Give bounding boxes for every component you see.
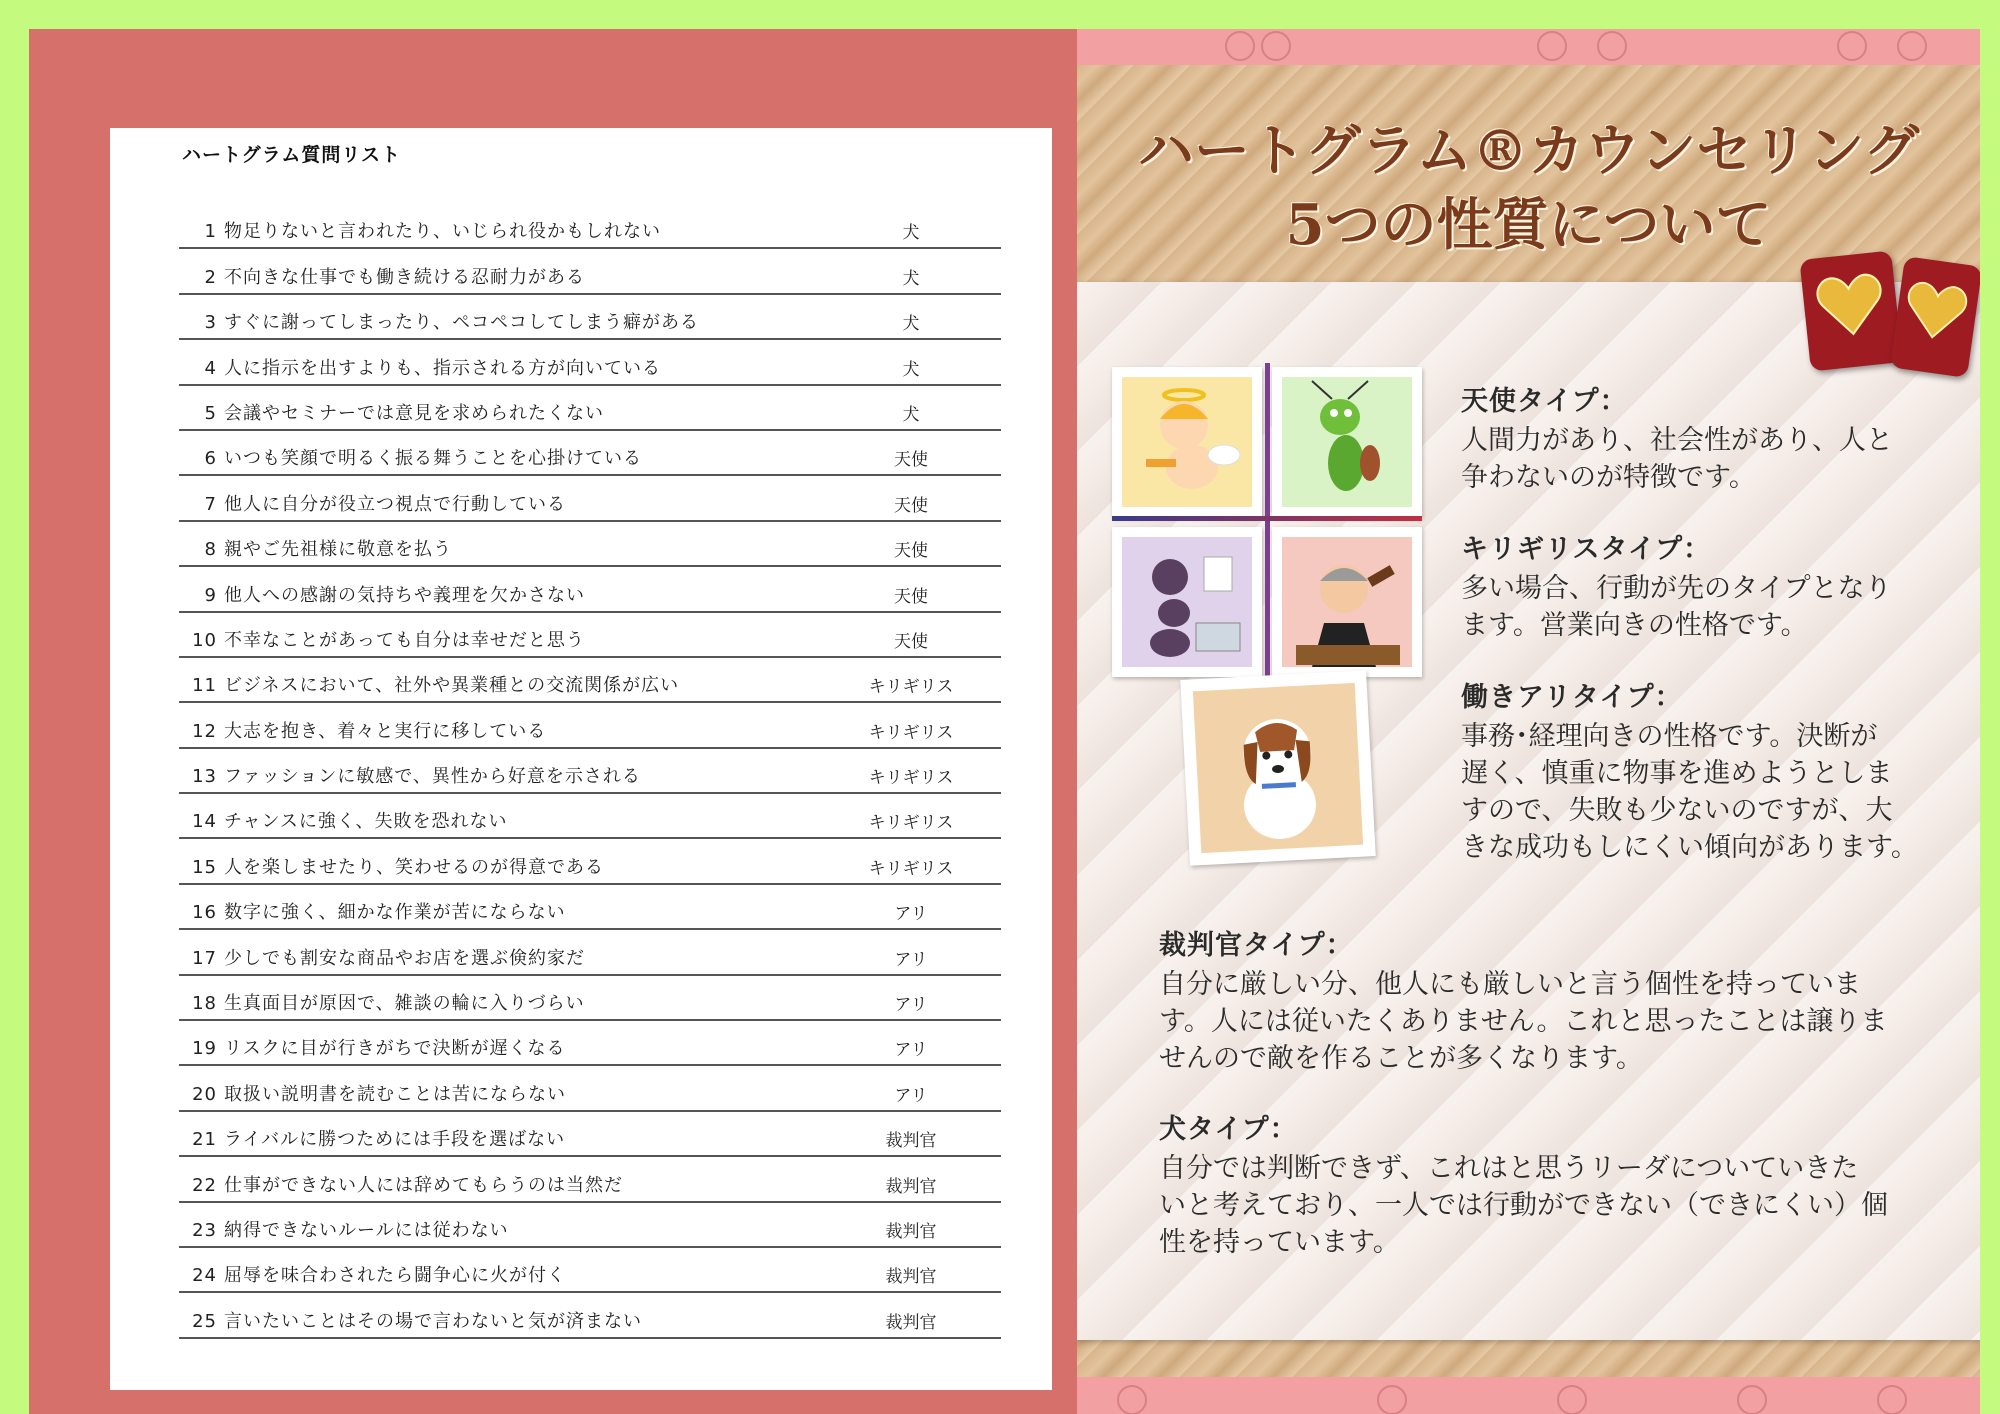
question-number: 5 bbox=[204, 402, 217, 424]
heartgram-card-icon bbox=[1799, 250, 1902, 371]
question-number: 22 bbox=[192, 1174, 217, 1196]
question-number: 24 bbox=[192, 1265, 217, 1287]
question-number: 25 bbox=[192, 1310, 217, 1332]
question-row bbox=[179, 1293, 1001, 1338]
question-text bbox=[179, 898, 843, 924]
question-type: キリギリス bbox=[868, 768, 954, 789]
question-type: 犬 bbox=[902, 223, 920, 244]
question-text bbox=[179, 490, 843, 516]
question-number: 6 bbox=[204, 448, 217, 470]
question-type: アリ bbox=[894, 1085, 928, 1106]
type-grasshopper bbox=[1461, 527, 1961, 644]
question-row bbox=[179, 613, 1001, 658]
dog-illustration bbox=[1180, 670, 1375, 865]
question-text bbox=[179, 807, 843, 833]
left-panel bbox=[29, 29, 1077, 1414]
description-line: 人間力があり、社会性があり、人と bbox=[1461, 425, 1893, 456]
question-text bbox=[179, 1034, 843, 1060]
question-number: 4 bbox=[204, 357, 217, 379]
type-dog bbox=[1159, 1107, 1939, 1261]
question-text bbox=[179, 535, 843, 561]
question-row bbox=[179, 839, 1001, 884]
question-label: チャンスに強く、失敗を恐れない bbox=[224, 811, 508, 833]
question-type: 裁判官 bbox=[885, 1221, 937, 1242]
type-description bbox=[1461, 570, 1961, 644]
description-line: 事務･経理向きの性格です。決断が bbox=[1461, 721, 1878, 752]
question-row bbox=[179, 476, 1001, 521]
question-type: 犬 bbox=[902, 314, 920, 335]
question-text bbox=[179, 1125, 843, 1151]
question-type: キリギリス bbox=[868, 677, 954, 698]
type-description bbox=[1461, 422, 1961, 496]
question-type: 裁判官 bbox=[885, 1131, 937, 1152]
question-number: 12 bbox=[192, 720, 217, 742]
question-label: 不幸なことがあっても自分は幸せだと思う bbox=[224, 629, 585, 651]
question-label: 他人に自分が役立つ視点で行動している bbox=[224, 493, 566, 515]
question-label: いつも笑顔で明るく振る舞うことを心掛けている bbox=[224, 448, 642, 470]
question-row bbox=[179, 249, 1001, 294]
question-row bbox=[179, 794, 1001, 839]
question-row bbox=[179, 1248, 1001, 1293]
question-number: 17 bbox=[192, 947, 217, 969]
question-text bbox=[179, 853, 843, 879]
description-line: ます。営業向きの性格です。 bbox=[1461, 610, 1808, 641]
cherry-border-bottom bbox=[1077, 1377, 1980, 1414]
question-text bbox=[179, 1171, 843, 1197]
type-description bbox=[1159, 1150, 1939, 1261]
question-type: アリ bbox=[894, 1040, 928, 1061]
question-number: 9 bbox=[204, 584, 217, 606]
question-label: 大志を抱き、着々と実行に移している bbox=[224, 720, 547, 742]
cherry-icon bbox=[1897, 31, 1927, 61]
question-text bbox=[179, 581, 843, 607]
type-angel bbox=[1461, 379, 1961, 496]
question-label: 親やご先祖様に敬意を払う bbox=[224, 539, 452, 561]
question-text bbox=[179, 217, 843, 243]
question-type: 犬 bbox=[902, 404, 920, 425]
description-line: 自分に厳しい分、他人にも厳しいと言う個性を持っていま bbox=[1159, 969, 1861, 1000]
description-line: すので、失敗も少ないのですが、大 bbox=[1461, 795, 1893, 826]
question-label: 会議やセミナーでは意見を求められたくない bbox=[224, 402, 604, 424]
question-row bbox=[179, 976, 1001, 1021]
question-text bbox=[179, 989, 843, 1015]
question-type: 天使 bbox=[894, 541, 928, 562]
question-text bbox=[179, 444, 843, 470]
question-type: キリギリス bbox=[868, 858, 954, 879]
angel-illustration bbox=[1112, 367, 1262, 517]
grasshopper-illustration bbox=[1272, 367, 1422, 517]
cherry-icon bbox=[1117, 1385, 1147, 1414]
question-type: キリギリス bbox=[868, 722, 954, 743]
question-text bbox=[179, 1307, 843, 1333]
question-number: 16 bbox=[192, 902, 217, 924]
question-type: 天使 bbox=[894, 586, 928, 607]
question-text bbox=[179, 263, 843, 289]
description-line: せんので敵を作ることが多くなります。 bbox=[1159, 1043, 1643, 1074]
description-line: 性を持っています。 bbox=[1159, 1227, 1400, 1258]
type-ant bbox=[1461, 675, 1971, 866]
question-row bbox=[179, 1203, 1001, 1248]
question-label: リスクに目が行きがちで決断が遅くなる bbox=[224, 1038, 566, 1060]
question-row bbox=[179, 431, 1001, 476]
description-line: 争わないのが特徴です。 bbox=[1461, 462, 1756, 493]
question-row bbox=[179, 930, 1001, 975]
question-row bbox=[179, 1157, 1001, 1202]
question-row bbox=[179, 340, 1001, 385]
question-number: 23 bbox=[192, 1219, 217, 1241]
heartgram-card-icon bbox=[1890, 256, 1980, 378]
question-type: 天使 bbox=[894, 631, 928, 652]
question-row bbox=[179, 749, 1001, 794]
question-label: 他人への感謝の気持ちや義理を欠かさない bbox=[224, 584, 585, 606]
question-label: 少しでも割安な商品やお店を選ぶ倹約家だ bbox=[224, 947, 585, 969]
description-line: きな成功もしにくい傾向があります。 bbox=[1461, 832, 1918, 863]
question-type: 裁判官 bbox=[885, 1312, 937, 1333]
type-judge bbox=[1159, 923, 1939, 1077]
question-label: 言いたいことはその場で言わないと気が済まない bbox=[224, 1310, 642, 1332]
question-type: 天使 bbox=[894, 495, 928, 516]
type-heading: 働きアリタイプ： bbox=[1461, 682, 1683, 713]
question-row bbox=[179, 386, 1001, 431]
question-text bbox=[179, 762, 843, 788]
question-row bbox=[179, 204, 1001, 249]
question-row bbox=[179, 522, 1001, 567]
question-label: すぐに謝ってしまったり、ペコペコしてしまう癖がある bbox=[224, 312, 699, 334]
question-label: ビジネスにおいて、社外や異業種との交流関係が広い bbox=[224, 675, 680, 697]
question-text bbox=[179, 1216, 843, 1242]
judge-illustration bbox=[1272, 527, 1422, 677]
question-text bbox=[179, 1080, 843, 1106]
question-label: 人を楽しませたり、笑わせるのが得意である bbox=[224, 856, 604, 878]
main-title-line1: ハートグラム®カウンセリング bbox=[1137, 118, 1920, 184]
sheet-title: ハートグラム質問リスト bbox=[182, 144, 402, 166]
question-text bbox=[179, 671, 843, 697]
question-label: 物足りないと言われたり、いじられ役かもしれない bbox=[224, 221, 661, 243]
question-type: アリ bbox=[894, 995, 928, 1016]
question-label: 屈辱を味合わされたら闘争心に火が付く bbox=[224, 1265, 566, 1287]
ant-illustration bbox=[1112, 527, 1262, 677]
question-text bbox=[179, 308, 843, 334]
cherry-icon bbox=[1597, 31, 1627, 61]
question-sheet bbox=[110, 128, 1052, 1390]
question-label: 生真面目が原因で、雑談の輪に入りづらい bbox=[224, 993, 585, 1015]
question-label: ライバルに勝つためには手段を選ばない bbox=[224, 1129, 566, 1151]
type-description bbox=[1461, 718, 1971, 866]
question-text bbox=[179, 354, 843, 380]
question-number: 7 bbox=[204, 493, 217, 515]
divider bbox=[1112, 516, 1422, 521]
question-number: 18 bbox=[192, 993, 217, 1015]
question-type: 犬 bbox=[902, 268, 920, 289]
question-number: 10 bbox=[192, 629, 217, 651]
question-row bbox=[179, 1112, 1001, 1157]
cherry-icon bbox=[1877, 1385, 1907, 1414]
question-text bbox=[179, 1261, 843, 1287]
question-type: 裁判官 bbox=[885, 1176, 937, 1197]
question-number: 21 bbox=[192, 1129, 217, 1151]
question-number: 14 bbox=[192, 811, 217, 833]
main-title-line2: 5つの性質について bbox=[1285, 192, 1772, 258]
type-heading: 天使タイプ： bbox=[1461, 386, 1628, 417]
question-label: 納得できないルールには従わない bbox=[224, 1219, 509, 1241]
question-label: ファッションに敏感で、異性から好意を示される bbox=[224, 766, 641, 788]
question-number: 8 bbox=[204, 539, 217, 561]
question-number: 19 bbox=[192, 1038, 217, 1060]
question-row bbox=[179, 703, 1001, 748]
question-text bbox=[179, 717, 843, 743]
description-line: 遅く、慎重に物事を進めようとしま bbox=[1461, 758, 1893, 789]
question-label: 人に指示を出すよりも、指示される方が向いている bbox=[224, 357, 661, 379]
question-text bbox=[179, 399, 843, 425]
question-row bbox=[179, 1066, 1001, 1111]
question-type: アリ bbox=[894, 904, 928, 925]
question-row bbox=[179, 885, 1001, 930]
cherry-icon bbox=[1537, 31, 1567, 61]
question-number: 1 bbox=[204, 221, 217, 243]
question-type: 裁判官 bbox=[885, 1267, 937, 1288]
question-row bbox=[179, 567, 1001, 612]
cherry-icon bbox=[1225, 31, 1255, 61]
question-row bbox=[179, 1021, 1001, 1066]
question-label: 不向きな仕事でも働き続ける忍耐力がある bbox=[224, 266, 585, 288]
description-line: いと考えており、一人では行動ができない（できにくい）個 bbox=[1159, 1190, 1888, 1221]
question-row bbox=[179, 295, 1001, 340]
question-label: 仕事ができない人には辞めてもらうのは当然だ bbox=[224, 1174, 623, 1196]
question-text bbox=[179, 626, 843, 652]
cherry-border-top bbox=[1077, 29, 1980, 65]
cherry-icon bbox=[1837, 31, 1867, 61]
question-label: 数字に強く、細かな作業が苦にならない bbox=[224, 902, 566, 924]
cherry-icon bbox=[1261, 31, 1291, 61]
question-number: 3 bbox=[204, 312, 217, 334]
question-type: アリ bbox=[894, 949, 928, 970]
type-heading: 犬タイプ： bbox=[1159, 1114, 1298, 1145]
question-text bbox=[179, 944, 843, 970]
heart-icon bbox=[1811, 267, 1890, 344]
cherry-icon bbox=[1557, 1385, 1587, 1414]
description-line: す。人には従いたくありません。これと思ったことは譲りま bbox=[1159, 1006, 1888, 1037]
type-description bbox=[1159, 966, 1939, 1077]
question-number: 15 bbox=[192, 856, 217, 878]
question-number: 20 bbox=[192, 1083, 217, 1105]
divider bbox=[1265, 363, 1270, 685]
question-number: 2 bbox=[204, 266, 217, 288]
question-label: 取扱い説明書を読むことは苦にならない bbox=[224, 1083, 566, 1105]
type-heading: キリギリスタイプ： bbox=[1461, 534, 1712, 565]
right-panel bbox=[1077, 29, 1980, 1414]
question-list bbox=[179, 204, 1001, 1339]
question-type: キリギリス bbox=[868, 813, 954, 834]
question-number: 13 bbox=[192, 766, 217, 788]
cherry-icon bbox=[1377, 1385, 1407, 1414]
description-line: 自分では判断できず、これはと思うリーダについていきた bbox=[1159, 1153, 1859, 1184]
heart-icon bbox=[1899, 273, 1972, 351]
question-number: 11 bbox=[192, 675, 217, 697]
question-row bbox=[179, 658, 1001, 703]
question-type: 天使 bbox=[894, 450, 928, 471]
type-heading: 裁判官タイプ： bbox=[1159, 930, 1354, 961]
description-line: 多い場合、行動が先のタイプとなり bbox=[1461, 573, 1892, 604]
cherry-icon bbox=[1737, 1385, 1767, 1414]
question-type: 犬 bbox=[902, 359, 920, 380]
